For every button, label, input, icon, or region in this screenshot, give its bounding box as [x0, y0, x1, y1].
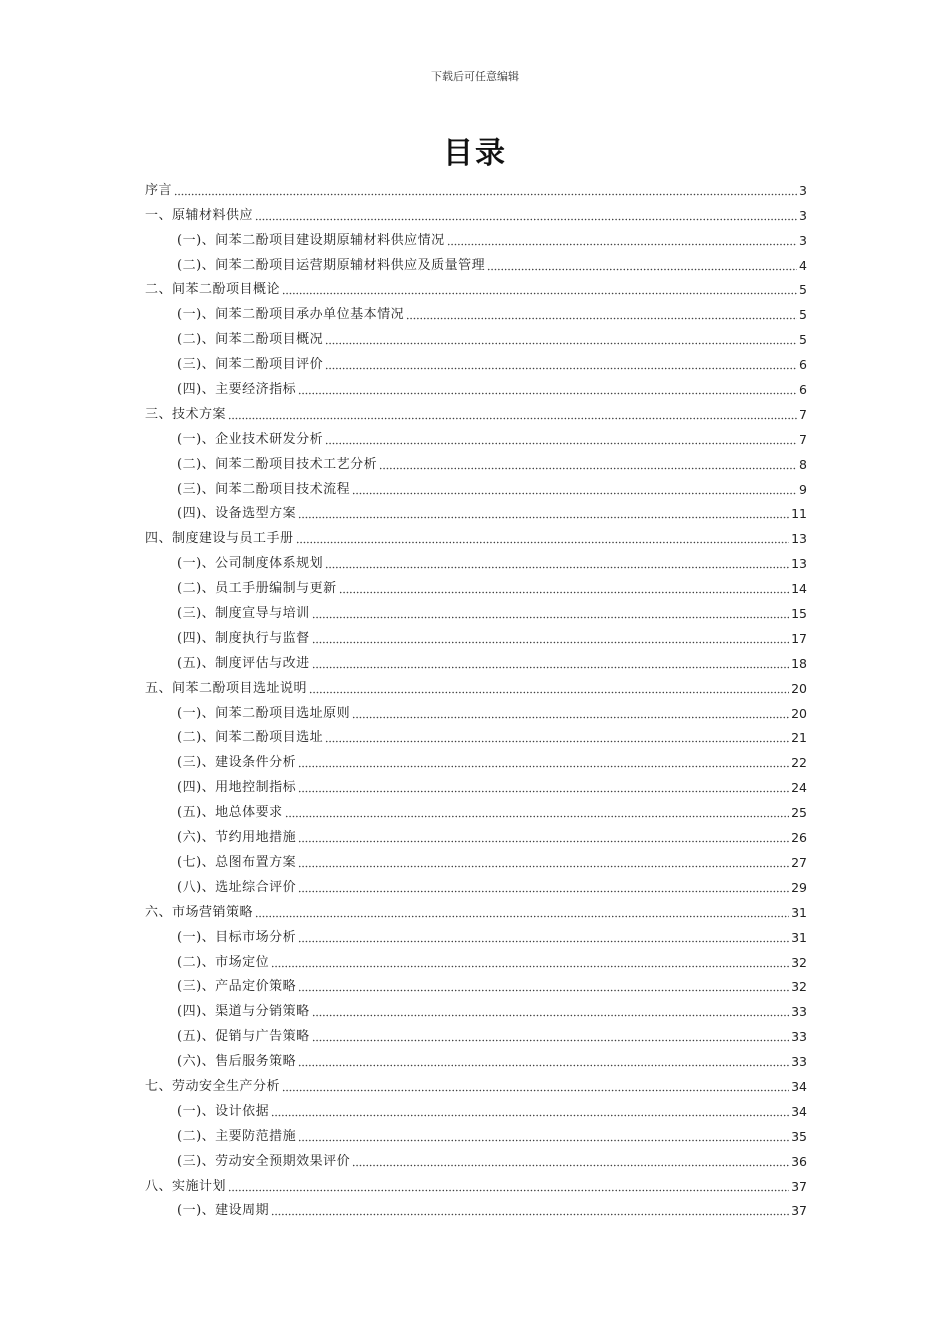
toc-entry-title: (六)、节约用地措施 [177, 830, 297, 846]
toc-entry[interactable] [145, 1048, 807, 1073]
toc-entry-page: 26 [791, 830, 807, 846]
toc-dot-leader [228, 1189, 789, 1192]
toc-dot-leader [255, 915, 789, 918]
toc-entry-title: 三、技术方案 [145, 406, 227, 422]
toc-entry[interactable] [145, 401, 807, 426]
toc-entry-title: (五)、地总体要求 [177, 805, 283, 821]
toc-entry-title: (一)、目标市场分析 [177, 929, 297, 945]
toc-entry[interactable] [145, 1198, 807, 1223]
toc-entry-title: (二)、间苯二酚项目技术工艺分析 [177, 456, 378, 472]
toc-entry-page: 3 [799, 207, 807, 223]
toc-entry[interactable] [145, 998, 807, 1023]
toc-entry-page: 7 [799, 431, 807, 447]
toc-entry[interactable] [145, 1148, 807, 1173]
toc-dot-leader [312, 616, 789, 619]
toc-entry-page: 36 [791, 1153, 807, 1169]
toc-entry-page: 5 [799, 282, 807, 298]
toc-dot-leader [255, 218, 797, 221]
toc-dot-leader [298, 392, 797, 395]
toc-entry[interactable] [145, 974, 807, 999]
toc-entry-page: 34 [791, 1103, 807, 1119]
toc-dot-leader [282, 1089, 789, 1092]
toc-dot-leader [352, 1164, 789, 1167]
toc-entry-title: (三)、产品定价策略 [177, 979, 297, 995]
toc-dot-leader [309, 691, 789, 694]
toc-entry[interactable] [145, 774, 807, 799]
toc-dot-leader [406, 317, 797, 320]
toc-dot-leader [298, 890, 789, 893]
toc-dot-leader [282, 292, 797, 295]
toc-entry[interactable] [145, 824, 807, 849]
toc-entry-title: (四)、渠道与分销策略 [177, 1004, 310, 1020]
toc-entry-title: (一)、间苯二酚项目建设期原辅材料供应情况 [177, 232, 445, 248]
table-of-contents [145, 177, 807, 1222]
toc-entry-title: 八、实施计划 [145, 1178, 227, 1194]
toc-entry-title: 二、间苯二酚项目概论 [145, 282, 281, 298]
toc-entry[interactable] [145, 600, 807, 625]
toc-entry[interactable] [145, 1023, 807, 1048]
toc-entry[interactable] [145, 725, 807, 750]
toc-entry[interactable] [145, 924, 807, 949]
toc-dot-leader [325, 342, 797, 345]
toc-entry[interactable] [145, 849, 807, 874]
toc-entry[interactable] [145, 1123, 807, 1148]
toc-entry[interactable] [145, 227, 807, 252]
toc-entry-title: (二)、间苯二酚项目概况 [177, 332, 324, 348]
toc-entry-page: 3 [799, 182, 807, 198]
toc-entry-title: (八)、选址综合评价 [177, 879, 297, 895]
toc-dot-leader [298, 765, 789, 768]
page-title: 目录 [443, 136, 507, 171]
toc-entry-page: 29 [791, 879, 807, 895]
toc-entry[interactable] [145, 1098, 807, 1123]
toc-entry-page: 5 [799, 332, 807, 348]
toc-dot-leader [339, 591, 789, 594]
toc-entry[interactable] [145, 700, 807, 725]
toc-dot-leader [298, 940, 789, 943]
toc-entry-page: 14 [791, 581, 807, 597]
toc-entry-page: 3 [799, 232, 807, 248]
toc-dot-leader [325, 442, 797, 445]
toc-entry[interactable] [145, 177, 807, 202]
toc-dot-leader [271, 1114, 789, 1117]
toc-entry-page: 34 [791, 1078, 807, 1094]
toc-entry-page: 20 [791, 705, 807, 721]
toc-entry[interactable] [145, 451, 807, 476]
toc-entry-page: 7 [799, 406, 807, 422]
toc-entry-page: 37 [791, 1178, 807, 1194]
toc-entry-title: (三)、劳动安全预期效果评价 [177, 1153, 351, 1169]
toc-dot-leader [447, 243, 797, 246]
toc-dot-leader [298, 1139, 789, 1142]
toc-entry[interactable] [145, 501, 807, 526]
toc-entry[interactable] [145, 749, 807, 774]
toc-entry-title: 七、劳动安全生产分析 [145, 1078, 281, 1094]
toc-dot-leader [379, 467, 797, 470]
toc-entry-page: 25 [791, 805, 807, 821]
toc-dot-leader [298, 516, 789, 519]
toc-entry-page: 13 [791, 531, 807, 547]
toc-entry[interactable] [145, 675, 807, 700]
toc-entry-title: (三)、间苯二酚项目评价 [177, 357, 324, 373]
toc-entry-title: (七)、总图布置方案 [177, 854, 297, 870]
toc-entry-page: 33 [791, 1054, 807, 1070]
toc-entry-page: 20 [791, 680, 807, 696]
toc-dot-leader [174, 193, 797, 196]
toc-entry-title: 四、制度建设与员工手册 [145, 531, 294, 547]
toc-entry[interactable] [145, 351, 807, 376]
toc-entry[interactable] [145, 575, 807, 600]
toc-entry-title: 序言 [145, 182, 173, 198]
toc-entry-title: (一)、间苯二酚项目选址原则 [177, 705, 351, 721]
toc-entry-title: (二)、员工手册编制与更新 [177, 581, 337, 597]
toc-entry-title: (三)、建设条件分析 [177, 755, 297, 771]
toc-dot-leader [325, 740, 789, 743]
toc-entry-page: 6 [799, 357, 807, 373]
toc-entry-page: 31 [791, 929, 807, 945]
toc-entry-title: (五)、促销与广告策略 [177, 1029, 310, 1045]
toc-entry[interactable] [145, 426, 807, 451]
toc-entry-title: (六)、售后服务策略 [177, 1054, 297, 1070]
toc-entry[interactable] [145, 1073, 807, 1098]
toc-dot-leader [298, 790, 789, 793]
toc-entry-title: (二)、间苯二酚项目选址 [177, 730, 324, 746]
toc-entry[interactable] [145, 525, 807, 550]
toc-entry-title: (一)、设计依据 [177, 1103, 270, 1119]
toc-dot-leader [285, 815, 789, 818]
toc-dot-leader [296, 541, 790, 544]
toc-entry-title: (四)、用地控制指标 [177, 780, 297, 796]
toc-entry-title: (四)、主要经济指标 [177, 382, 297, 398]
toc-entry[interactable] [145, 874, 807, 899]
toc-entry-page: 37 [791, 1203, 807, 1219]
toc-entry[interactable] [145, 202, 807, 227]
toc-entry[interactable] [145, 326, 807, 351]
toc-entry[interactable] [145, 799, 807, 824]
toc-entry-title: 五、间苯二酚项目选址说明 [145, 680, 308, 696]
toc-dot-leader [352, 492, 797, 495]
toc-dot-leader [312, 1039, 789, 1042]
toc-dot-leader [325, 367, 797, 370]
toc-dot-leader [312, 1014, 789, 1017]
toc-entry-title: (二)、间苯二酚项目运营期原辅材料供应及质量管理 [177, 257, 486, 273]
toc-entry-page: 15 [791, 606, 807, 622]
toc-entry-page: 13 [791, 556, 807, 572]
toc-dot-leader [298, 989, 789, 992]
toc-entry-page: 32 [791, 979, 807, 995]
toc-dot-leader [298, 1064, 789, 1067]
toc-entry[interactable] [145, 376, 807, 401]
toc-entry-title: 一、原辅材料供应 [145, 207, 254, 223]
toc-dot-leader [352, 716, 789, 719]
toc-entry-page: 35 [791, 1128, 807, 1144]
toc-entry-title: (一)、企业技术研发分析 [177, 431, 324, 447]
toc-entry[interactable] [145, 550, 807, 575]
toc-entry-page: 17 [791, 630, 807, 646]
toc-entry-page: 5 [799, 307, 807, 323]
toc-dot-leader [312, 641, 789, 644]
toc-entry-page: 27 [791, 854, 807, 870]
toc-entry-page: 33 [791, 1004, 807, 1020]
toc-entry[interactable] [145, 1173, 807, 1198]
toc-dot-leader [298, 840, 789, 843]
toc-dot-leader [271, 1213, 789, 1216]
toc-entry-title: (三)、制度宣导与培训 [177, 606, 310, 622]
toc-entry-title: (一)、间苯二酚项目承办单位基本情况 [177, 307, 405, 323]
toc-entry-title: (五)、制度评估与改进 [177, 655, 310, 671]
toc-entry-page: 18 [791, 655, 807, 671]
toc-entry-page: 33 [791, 1029, 807, 1045]
toc-entry-page: 11 [791, 506, 807, 522]
toc-entry-page: 9 [799, 481, 807, 497]
toc-dot-leader [312, 666, 789, 669]
toc-entry-title: 六、市场营销策略 [145, 904, 254, 920]
toc-entry[interactable] [145, 949, 807, 974]
toc-dot-leader [325, 566, 789, 569]
toc-entry[interactable] [145, 476, 807, 501]
toc-entry[interactable] [145, 899, 807, 924]
toc-dot-leader [487, 268, 797, 271]
toc-entry-page: 31 [791, 904, 807, 920]
toc-entry[interactable] [145, 277, 807, 302]
toc-entry-title: (四)、制度执行与监督 [177, 630, 310, 646]
toc-entry[interactable] [145, 625, 807, 650]
toc-dot-leader [298, 865, 789, 868]
toc-dot-leader [271, 965, 789, 968]
toc-entry[interactable] [145, 650, 807, 675]
toc-entry[interactable] [145, 252, 807, 277]
toc-entry-title: (四)、设备选型方案 [177, 506, 297, 522]
toc-entry-page: 8 [799, 456, 807, 472]
toc-entry-title: (一)、公司制度体系规划 [177, 556, 324, 572]
toc-entry-page: 22 [791, 755, 807, 771]
toc-entry-page: 4 [799, 257, 807, 273]
toc-entry-title: (二)、市场定位 [177, 954, 270, 970]
toc-entry-page: 24 [791, 780, 807, 796]
page-header: 下载后可任意编辑 [431, 70, 519, 83]
toc-entry-title: (二)、主要防范措施 [177, 1128, 297, 1144]
toc-entry-page: 21 [791, 730, 807, 746]
toc-entry-page: 32 [791, 954, 807, 970]
toc-entry-title: (一)、建设周期 [177, 1203, 270, 1219]
toc-entry-page: 6 [799, 382, 807, 398]
toc-dot-leader [228, 417, 797, 420]
toc-entry[interactable] [145, 301, 807, 326]
toc-entry-title: (三)、间苯二酚项目技术流程 [177, 481, 351, 497]
